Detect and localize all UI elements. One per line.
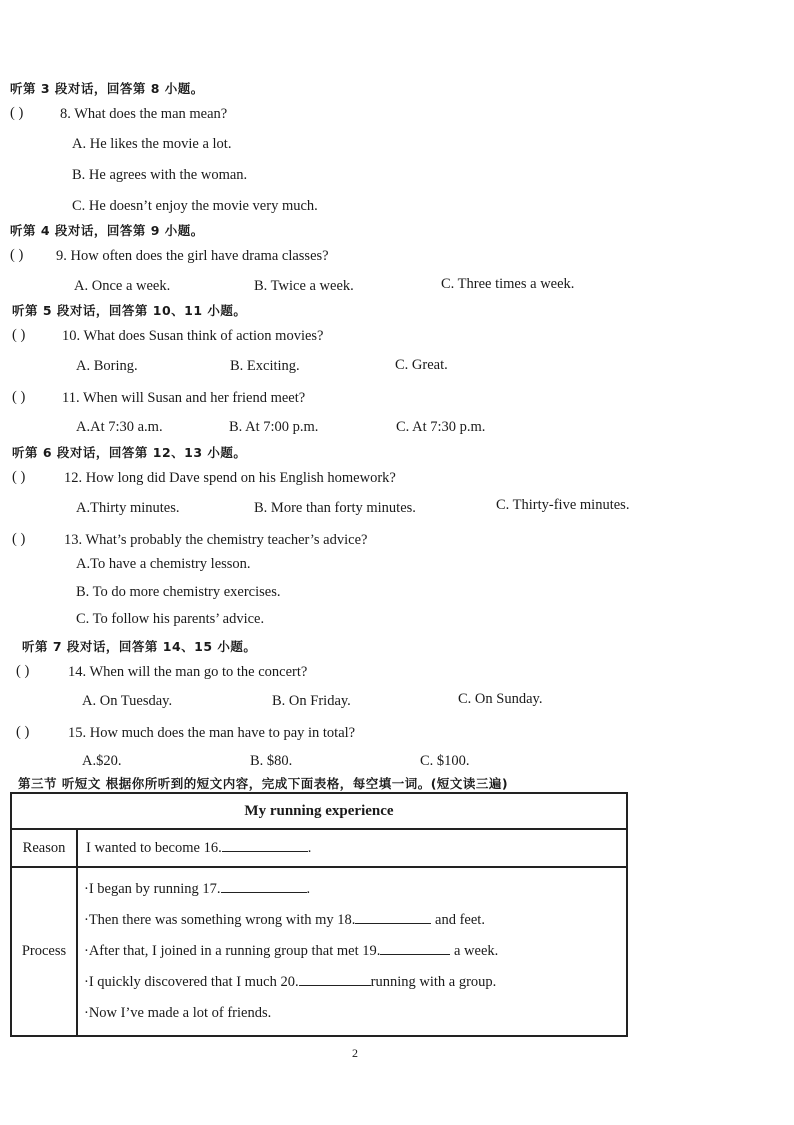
- answer-bracket[interactable]: ( ): [16, 663, 30, 679]
- question-12: 12. How long did Dave spend on his English homework?: [64, 470, 396, 486]
- question-9: 9. How often does the girl have drama classes?: [56, 248, 329, 264]
- question-13: 13. What’s probably the chemistry teacher’s advice?: [64, 532, 368, 548]
- process-line: [84, 998, 626, 1029]
- process-label: Process: [11, 867, 77, 1036]
- q8-option-a: A. He likes the movie a lot.: [72, 136, 232, 152]
- process-text: ·I began by running 17.: [84, 881, 221, 897]
- question-8: 8. What does the man mean?: [60, 106, 228, 122]
- process-text: ·Now I’ve made a lot of friends.: [84, 1005, 272, 1021]
- blank-19[interactable]: [380, 942, 450, 955]
- answer-bracket[interactable]: ( ): [12, 327, 26, 343]
- q14-option-b: B. On Friday.: [272, 693, 351, 709]
- process-line: [84, 874, 626, 905]
- process-text: ·Then there was something wrong with my 18.: [84, 912, 356, 928]
- q9-option-c: C. Three times a week.: [441, 276, 575, 292]
- process-line: [84, 905, 626, 936]
- question-10: 10. What does Susan think of action movies?: [62, 328, 324, 344]
- running-experience-table: [10, 792, 628, 1037]
- process-line: [84, 936, 626, 967]
- q13-option-b: B. To do more chemistry exercises.: [76, 584, 281, 600]
- process-text: .: [306, 881, 311, 897]
- q12-option-c: C. Thirty-five minutes.: [496, 497, 630, 513]
- q8-option-c: C. He doesn’t enjoy the movie very much.: [72, 198, 318, 214]
- process-text: a week.: [450, 943, 499, 959]
- q11-option-b: B. At 7:00 p.m.: [229, 419, 319, 435]
- process-line: [84, 967, 626, 998]
- answer-bracket[interactable]: ( ): [10, 247, 24, 263]
- question-14: 14. When will the man go to the concert?: [68, 664, 308, 680]
- q10-option-c: C. Great.: [395, 357, 448, 373]
- question-15: 15. How much does the man have to pay in total?: [68, 725, 356, 741]
- blank-18[interactable]: [355, 911, 431, 924]
- table-title: My running experience: [11, 793, 627, 829]
- reason-cell: [77, 829, 627, 867]
- blank-17[interactable]: [221, 880, 307, 893]
- question-11: 11. When will Susan and her friend meet?: [62, 390, 306, 406]
- q15-option-c: C. $100.: [420, 753, 470, 769]
- reason-text: I wanted to become 16.: [86, 840, 222, 856]
- q9-option-a: A. Once a week.: [74, 278, 171, 294]
- part-three-heading: 第三节 听短文 根据你所听到的短文内容，完成下面表格，每空填一词。(短文读三遍): [18, 776, 509, 791]
- section-heading-4: 听第 4 段对话，回答第 9 小题。: [10, 223, 204, 238]
- page-number: 2: [352, 1046, 358, 1060]
- q14-option-c: C. On Sunday.: [458, 691, 543, 707]
- blank-20[interactable]: [299, 973, 371, 986]
- q11-option-c: C. At 7:30 p.m.: [396, 419, 486, 435]
- answer-bracket[interactable]: ( ): [10, 105, 24, 121]
- process-text: ·I quickly discovered that I much 20.: [84, 974, 299, 990]
- answer-bracket[interactable]: ( ): [12, 469, 26, 485]
- process-text: and feet.: [431, 912, 485, 928]
- q8-option-b: B. He agrees with the woman.: [72, 167, 248, 183]
- section-heading-6: 听第 6 段对话，回答第 12、13 小题。: [12, 445, 247, 460]
- q15-option-b: B. $80.: [250, 753, 293, 769]
- process-cell: [77, 867, 627, 1036]
- section-heading-3: 听第 3 段对话，回答第 8 小题。: [10, 81, 204, 96]
- blank-16[interactable]: [222, 839, 308, 852]
- section-heading-7: 听第 7 段对话，回答第 14、15 小题。: [22, 639, 257, 654]
- q14-option-a: A. On Tuesday.: [82, 693, 173, 709]
- answer-bracket[interactable]: ( ): [12, 531, 26, 547]
- q11-option-a: A.At 7:30 a.m.: [76, 419, 163, 435]
- q13-option-c: C. To follow his parents’ advice.: [76, 611, 265, 627]
- q10-option-a: A. Boring.: [76, 358, 138, 374]
- reason-end: .: [307, 840, 312, 856]
- section-heading-5: 听第 5 段对话，回答第 10、11 小题。: [12, 303, 247, 318]
- q9-option-b: B. Twice a week.: [254, 278, 354, 294]
- answer-bracket[interactable]: ( ): [16, 724, 30, 740]
- process-text: ·After that, I joined in a running group that met 19.: [84, 943, 381, 959]
- answer-bracket[interactable]: ( ): [12, 389, 26, 405]
- q15-option-a: A.$20.: [82, 753, 122, 769]
- process-text: running with a group.: [370, 974, 497, 990]
- q12-option-b: B. More than forty minutes.: [254, 500, 416, 516]
- q12-option-a: A.Thirty minutes.: [76, 500, 180, 516]
- q13-option-a: A.To have a chemistry lesson.: [76, 556, 251, 572]
- reason-label: Reason: [11, 829, 77, 867]
- q10-option-b: B. Exciting.: [230, 358, 300, 374]
